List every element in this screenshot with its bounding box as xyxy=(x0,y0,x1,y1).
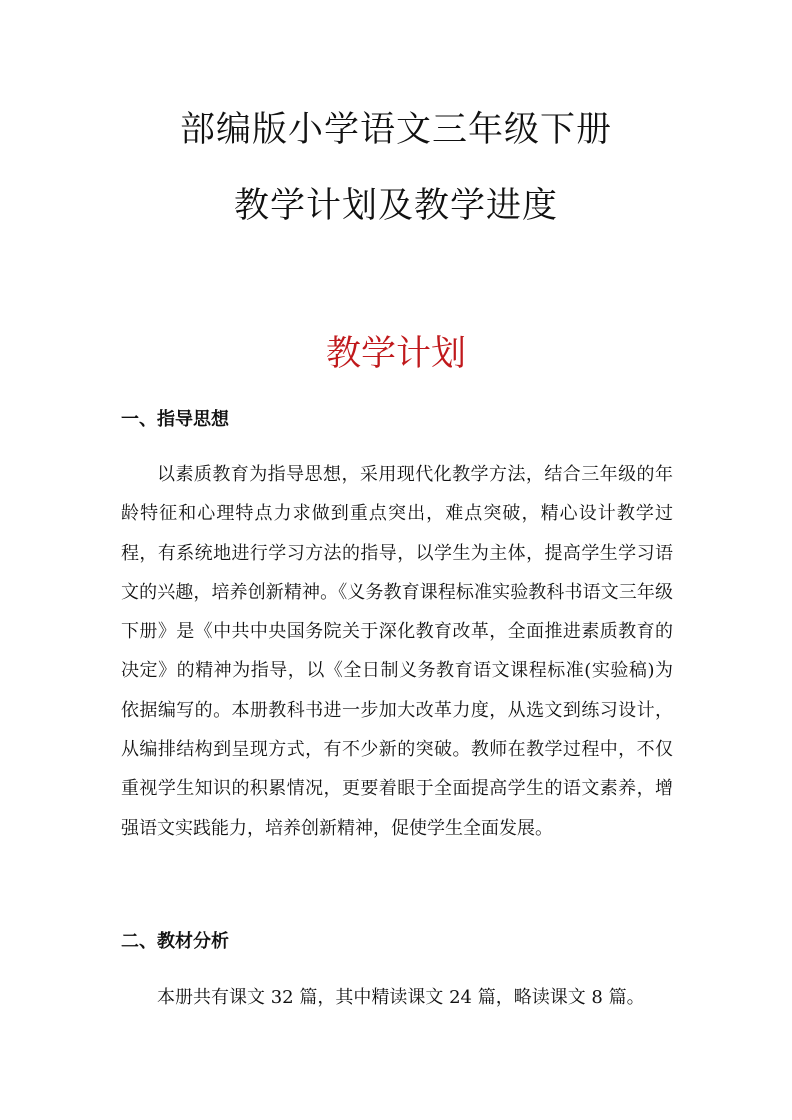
section-title-teaching-plan: 教学计划 xyxy=(325,334,466,374)
document-title-line-2: 教学计划及教学进度 xyxy=(233,186,558,226)
heading-textbook-analysis: 二、教材分析 xyxy=(121,931,229,952)
heading-guiding-ideology: 一、指导思想 xyxy=(121,409,229,430)
paragraph-textbook-analysis: 本册共有课文 32 篇，其中精读课文 24 篇，略读课文 8 篇。 xyxy=(157,987,645,1008)
paragraph-guiding-ideology: 以素质教育为指导思想，采用现代化教学方法，结合三年级的年龄特征和心理特点力求做到重点突出，难点突破，精心设计教学过程，有系统地进行学习方法的指导，以学生为主体，提高学生学习语文的兴趣，培养创新精神。《义务教育课程标准实验教科书语文三年级下册》是《中共中央国务院关于深化教育改革，全面推进素质教育的决定》的精神为指导，以《全日制义务教育语文课程标准(实验稿)为依据编写的。本册教科书进一步加大改革力度，从选文到练习设计，从编排结构到呈现方式，有不少新的突破。教师在教学过程中，不仅重视学生知识的积累情况，更要着眼于全面提高学生的语文素养，增强语文实践能力，培养创新精神，促使学生全面发展。 xyxy=(121,464,673,839)
document-title-line-1: 部编版小学语文三年级下册 xyxy=(179,110,612,150)
